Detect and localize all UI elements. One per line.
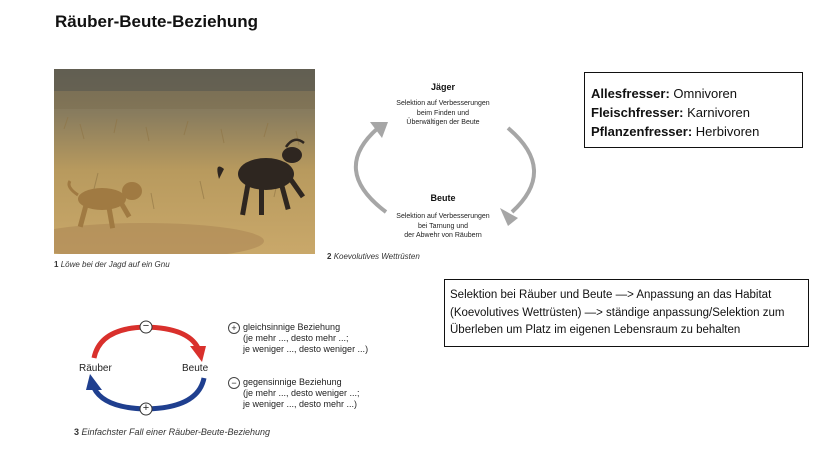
prey-title: Beute xyxy=(430,193,456,203)
figure-2-number: 2 xyxy=(327,252,332,261)
definition-row xyxy=(591,122,802,141)
plus-sign-icon: + xyxy=(228,322,240,334)
prey-text-line: Selektion auf Verbesserungen xyxy=(396,213,490,220)
definition-term: Fleischfresser: xyxy=(591,105,684,120)
definition-row xyxy=(591,103,802,122)
figure-3-number: 3 xyxy=(74,427,80,437)
figure-2-caption-text: Koevolutives Wettrüsten xyxy=(333,252,420,261)
hunter-description xyxy=(373,99,513,128)
note-line: (Koevolutives Wettrüsten) —> ständige anpassung/Selektion zum xyxy=(450,306,785,319)
legend-line: (je mehr ..., desto mehr ...; xyxy=(243,333,349,343)
negative-relation-legend xyxy=(243,377,360,410)
figure-1-caption-text: Löwe bei der Jagd auf ein Gnu xyxy=(60,260,170,269)
figure-1-number: 1 xyxy=(54,260,59,269)
top-sign: − xyxy=(142,320,150,332)
bottom-sign: + xyxy=(142,402,150,414)
lion-wildebeest-photo xyxy=(54,69,315,254)
minus-sign-icon: − xyxy=(228,377,240,389)
legend-title: gegensinnige Beziehung xyxy=(243,377,342,387)
hunter-title: Jäger xyxy=(430,82,456,92)
definition-value: Karnivoren xyxy=(687,105,750,120)
prey-text-line: bei Tarnung und xyxy=(417,222,469,230)
positive-relation-legend xyxy=(243,322,368,355)
prey-description xyxy=(373,212,513,241)
definition-row xyxy=(591,84,802,103)
hunter-text-line: beim Finden und xyxy=(416,109,470,117)
page-title: Räuber-Beute-Beziehung xyxy=(55,12,259,31)
legend-title: gleichsinnige Beziehung xyxy=(243,322,341,332)
figure-3-caption xyxy=(74,427,270,437)
prey-label: Beute xyxy=(182,363,209,374)
predator-label: Räuber xyxy=(79,363,112,374)
legend-line: je weniger ..., desto mehr ...) xyxy=(243,399,358,409)
figure-2-caption xyxy=(327,252,420,261)
figure-1-caption xyxy=(54,260,170,269)
hunter-text-line: Überwältigen der Beute xyxy=(406,119,480,126)
note-line: Überleben um Platz im eigenen Lebensraum zu behalten xyxy=(450,324,741,336)
definition-term: Allesfresser: xyxy=(591,86,670,101)
definition-term: Pflanzenfresser: xyxy=(591,124,693,139)
hunter-text-line: Selektion auf Verbesserungen xyxy=(396,100,490,107)
definition-value: Omnivoren xyxy=(673,86,737,101)
prey-text-line: der Abwehr von Räubern xyxy=(404,232,482,239)
note-line: Selektion bei Räuber und Beute —> Anpassung an das Habitat xyxy=(450,289,772,301)
definitions-box xyxy=(584,72,803,148)
legend-line: je weniger ..., desto weniger ...) xyxy=(243,344,369,354)
legend-line: (je mehr ..., desto weniger ...; xyxy=(243,388,360,398)
figure-3-caption-text: Einfachster Fall einer Räuber-Beute-Beziehung xyxy=(81,427,270,437)
selection-note-box xyxy=(444,279,809,347)
definition-value: Herbivoren xyxy=(695,124,760,139)
